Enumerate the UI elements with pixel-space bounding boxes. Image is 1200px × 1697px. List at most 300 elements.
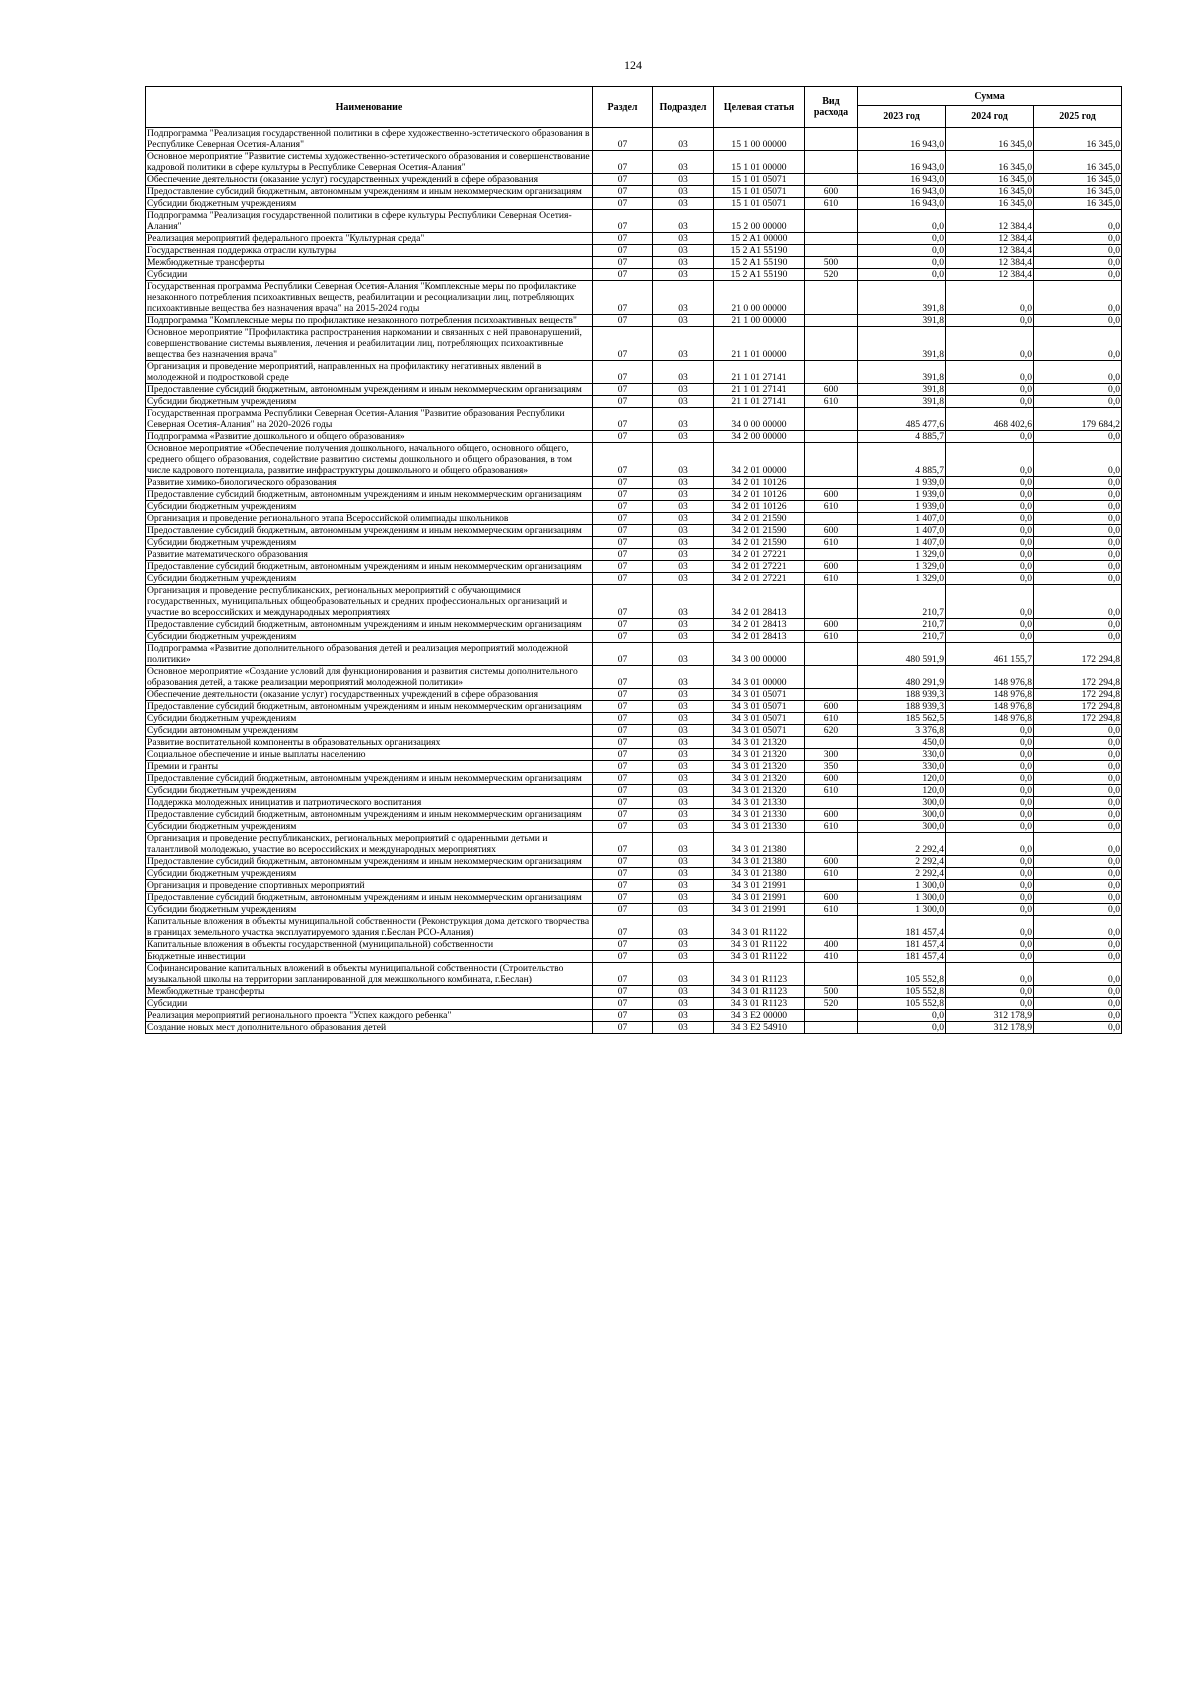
row-amount-2025: 0,0 xyxy=(1034,749,1122,761)
row-subsection: 03 xyxy=(653,749,714,761)
table-row xyxy=(146,916,1122,939)
row-amount-2023: 210,7 xyxy=(858,619,946,631)
row-section: 07 xyxy=(593,773,653,785)
row-subsection: 03 xyxy=(653,327,714,361)
row-amount-2025: 0,0 xyxy=(1034,1010,1122,1022)
row-name: Субсидии автономным учреждениям xyxy=(146,725,593,737)
row-amount-2024: 0,0 xyxy=(946,501,1034,513)
table-row xyxy=(146,384,1122,396)
row-name: Предоставление субсидий бюджетным, автономным учреждениям и иным некоммерческим организациям xyxy=(146,186,593,198)
row-target-article: 15 1 00 00000 xyxy=(714,128,805,151)
row-expense-type xyxy=(805,408,858,431)
table-row xyxy=(146,1022,1122,1034)
row-amount-2025: 0,0 xyxy=(1034,737,1122,749)
row-amount-2024: 461 155,7 xyxy=(946,643,1034,666)
row-name: Субсидии бюджетным учреждениям xyxy=(146,501,593,513)
row-target-article: 34 2 00 00000 xyxy=(714,431,805,443)
row-amount-2024: 0,0 xyxy=(946,856,1034,868)
row-amount-2025: 0,0 xyxy=(1034,233,1122,245)
row-expense-type xyxy=(805,833,858,856)
row-amount-2025: 0,0 xyxy=(1034,951,1122,963)
row-expense-type xyxy=(805,327,858,361)
row-subsection: 03 xyxy=(653,1022,714,1034)
row-subsection: 03 xyxy=(653,443,714,477)
row-amount-2023: 185 562,5 xyxy=(858,713,946,725)
row-name: Предоставление субсидий бюджетным, автономным учреждениям и иным некоммерческим организациям xyxy=(146,619,593,631)
row-subsection: 03 xyxy=(653,257,714,269)
row-subsection: 03 xyxy=(653,880,714,892)
row-subsection: 03 xyxy=(653,998,714,1010)
row-amount-2023: 0,0 xyxy=(858,257,946,269)
row-expense-type: 600 xyxy=(805,701,858,713)
row-amount-2023: 0,0 xyxy=(858,210,946,233)
row-section: 07 xyxy=(593,315,653,327)
row-target-article: 15 1 01 05071 xyxy=(714,174,805,186)
row-target-article: 34 3 01 21380 xyxy=(714,833,805,856)
row-section: 07 xyxy=(593,174,653,186)
row-amount-2023: 1 407,0 xyxy=(858,537,946,549)
table-row xyxy=(146,233,1122,245)
row-amount-2023: 2 292,4 xyxy=(858,856,946,868)
row-section: 07 xyxy=(593,1010,653,1022)
row-subsection: 03 xyxy=(653,833,714,856)
row-amount-2025: 0,0 xyxy=(1034,396,1122,408)
table-row xyxy=(146,537,1122,549)
row-subsection: 03 xyxy=(653,666,714,689)
row-amount-2024: 0,0 xyxy=(946,561,1034,573)
table-row xyxy=(146,281,1122,315)
row-amount-2024: 0,0 xyxy=(946,525,1034,537)
row-target-article: 34 2 01 00000 xyxy=(714,443,805,477)
row-expense-type: 610 xyxy=(805,821,858,833)
row-subsection: 03 xyxy=(653,489,714,501)
row-section: 07 xyxy=(593,785,653,797)
row-section: 07 xyxy=(593,833,653,856)
row-name: Субсидии бюджетным учреждениям xyxy=(146,396,593,408)
table-row xyxy=(146,245,1122,257)
row-name: Бюджетные инвестиции xyxy=(146,951,593,963)
row-subsection: 03 xyxy=(653,501,714,513)
row-expense-type xyxy=(805,431,858,443)
row-target-article: 34 3 01 21320 xyxy=(714,761,805,773)
row-amount-2023: 330,0 xyxy=(858,749,946,761)
row-target-article: 34 3 01 05071 xyxy=(714,689,805,701)
table-row xyxy=(146,725,1122,737)
row-subsection: 03 xyxy=(653,773,714,785)
row-name: Государственная поддержка отрасли культуры xyxy=(146,245,593,257)
row-name: Межбюджетные трансферты xyxy=(146,986,593,998)
row-expense-type: 610 xyxy=(805,537,858,549)
row-section: 07 xyxy=(593,561,653,573)
row-amount-2023: 300,0 xyxy=(858,809,946,821)
row-subsection: 03 xyxy=(653,986,714,998)
row-section: 07 xyxy=(593,361,653,384)
row-subsection: 03 xyxy=(653,939,714,951)
row-amount-2025: 0,0 xyxy=(1034,443,1122,477)
row-name: Государственная программа Республики Северная Осетия-Алания "Комплексные меры по профилактике незаконного потребления психоактивных веществ, реабилитации и ресоциализации лиц, потребляющих психоактивные вещества без назначения врача" на 2015-2024 годы xyxy=(146,281,593,315)
row-amount-2024: 0,0 xyxy=(946,761,1034,773)
row-subsection: 03 xyxy=(653,269,714,281)
row-subsection: 03 xyxy=(653,809,714,821)
table-row xyxy=(146,327,1122,361)
table-row xyxy=(146,128,1122,151)
table-row xyxy=(146,631,1122,643)
row-subsection: 03 xyxy=(653,245,714,257)
row-name: Предоставление субсидий бюджетным, автономным учреждениям и иным некоммерческим организациям xyxy=(146,701,593,713)
row-target-article: 15 2 A1 55190 xyxy=(714,257,805,269)
row-target-article: 34 3 01 R1122 xyxy=(714,951,805,963)
row-target-article: 34 2 01 27221 xyxy=(714,573,805,585)
row-target-article: 34 3 E2 00000 xyxy=(714,1010,805,1022)
row-name: Субсидии бюджетным учреждениям xyxy=(146,573,593,585)
table-row xyxy=(146,431,1122,443)
row-amount-2024: 0,0 xyxy=(946,443,1034,477)
row-amount-2023: 210,7 xyxy=(858,631,946,643)
row-amount-2024: 0,0 xyxy=(946,773,1034,785)
row-amount-2025: 0,0 xyxy=(1034,797,1122,809)
row-amount-2025: 0,0 xyxy=(1034,361,1122,384)
row-name: Создание новых мест дополнительного образования детей xyxy=(146,1022,593,1034)
table-row xyxy=(146,408,1122,431)
row-name: Развитие математического образования xyxy=(146,549,593,561)
row-target-article: 21 0 00 00000 xyxy=(714,281,805,315)
row-name: Реализация мероприятий федерального проекта "Культурная среда" xyxy=(146,233,593,245)
row-amount-2024: 0,0 xyxy=(946,737,1034,749)
row-section: 07 xyxy=(593,431,653,443)
row-amount-2024: 0,0 xyxy=(946,489,1034,501)
row-amount-2024: 0,0 xyxy=(946,361,1034,384)
row-target-article: 34 2 01 28413 xyxy=(714,619,805,631)
header-target-article: Целевая статья xyxy=(714,87,805,128)
row-expense-type: 410 xyxy=(805,951,858,963)
row-amount-2025: 0,0 xyxy=(1034,573,1122,585)
row-amount-2024: 0,0 xyxy=(946,431,1034,443)
row-section: 07 xyxy=(593,904,653,916)
row-expense-type xyxy=(805,361,858,384)
row-section: 07 xyxy=(593,245,653,257)
table-row xyxy=(146,361,1122,384)
row-expense-type xyxy=(805,128,858,151)
row-amount-2023: 181 457,4 xyxy=(858,916,946,939)
row-amount-2025: 0,0 xyxy=(1034,785,1122,797)
row-expense-type xyxy=(805,797,858,809)
row-section: 07 xyxy=(593,986,653,998)
row-amount-2025: 0,0 xyxy=(1034,939,1122,951)
row-amount-2024: 0,0 xyxy=(946,725,1034,737)
table-row xyxy=(146,186,1122,198)
row-subsection: 03 xyxy=(653,1010,714,1022)
row-amount-2025: 16 345,0 xyxy=(1034,198,1122,210)
row-amount-2024: 312 178,9 xyxy=(946,1022,1034,1034)
row-amount-2024: 16 345,0 xyxy=(946,174,1034,186)
row-amount-2024: 0,0 xyxy=(946,986,1034,998)
table-row xyxy=(146,821,1122,833)
row-amount-2024: 0,0 xyxy=(946,951,1034,963)
table-row xyxy=(146,701,1122,713)
row-subsection: 03 xyxy=(653,868,714,880)
table-row xyxy=(146,396,1122,408)
row-name: Субсидии бюджетным учреждениям xyxy=(146,713,593,725)
row-amount-2023: 120,0 xyxy=(858,785,946,797)
row-section: 07 xyxy=(593,186,653,198)
row-name: Реализация мероприятий регионального проекта "Успех каждого ребенка" xyxy=(146,1010,593,1022)
row-amount-2024: 0,0 xyxy=(946,396,1034,408)
header-sum: Сумма xyxy=(858,87,1122,106)
row-section: 07 xyxy=(593,396,653,408)
row-name: Развитие воспитательной компоненты в образовательных организациях xyxy=(146,737,593,749)
row-name: Субсидии бюджетным учреждениям xyxy=(146,198,593,210)
row-amount-2024: 12 384,4 xyxy=(946,245,1034,257)
row-expense-type: 610 xyxy=(805,501,858,513)
row-expense-type xyxy=(805,963,858,986)
row-amount-2024: 12 384,4 xyxy=(946,210,1034,233)
row-subsection: 03 xyxy=(653,701,714,713)
table-row xyxy=(146,561,1122,573)
row-subsection: 03 xyxy=(653,856,714,868)
row-amount-2024: 0,0 xyxy=(946,281,1034,315)
row-expense-type xyxy=(805,174,858,186)
row-target-article: 34 3 E2 54910 xyxy=(714,1022,805,1034)
row-subsection: 03 xyxy=(653,643,714,666)
row-section: 07 xyxy=(593,963,653,986)
row-expense-type: 600 xyxy=(805,186,858,198)
row-name: Подпрограмма "Комплексные меры по профилактике незаконного потребления психоактивных веществ" xyxy=(146,315,593,327)
row-subsection: 03 xyxy=(653,619,714,631)
row-subsection: 03 xyxy=(653,561,714,573)
row-section: 07 xyxy=(593,892,653,904)
row-amount-2025: 0,0 xyxy=(1034,210,1122,233)
row-amount-2024: 0,0 xyxy=(946,904,1034,916)
row-amount-2024: 16 345,0 xyxy=(946,128,1034,151)
row-name: Обеспечение деятельности (оказание услуг) государственных учреждений в сфере образования xyxy=(146,174,593,186)
row-target-article: 15 2 A1 55190 xyxy=(714,245,805,257)
table-header xyxy=(146,87,1122,128)
row-section: 07 xyxy=(593,856,653,868)
row-amount-2025: 0,0 xyxy=(1034,431,1122,443)
row-name: Государственная программа Республики Северная Осетия-Алания "Развитие образования Республики Северная Осетия-Алания" на 2020-2026 годы xyxy=(146,408,593,431)
row-amount-2024: 148 976,8 xyxy=(946,701,1034,713)
row-amount-2025: 0,0 xyxy=(1034,327,1122,361)
table-row xyxy=(146,477,1122,489)
row-section: 07 xyxy=(593,951,653,963)
table-row xyxy=(146,573,1122,585)
row-subsection: 03 xyxy=(653,431,714,443)
row-expense-type: 610 xyxy=(805,868,858,880)
row-section: 07 xyxy=(593,689,653,701)
row-amount-2023: 391,8 xyxy=(858,281,946,315)
table-row xyxy=(146,963,1122,986)
table-row xyxy=(146,761,1122,773)
table-row xyxy=(146,785,1122,797)
row-amount-2025: 0,0 xyxy=(1034,856,1122,868)
row-target-article: 15 1 01 00000 xyxy=(714,151,805,174)
row-expense-type xyxy=(805,443,858,477)
row-expense-type: 610 xyxy=(805,198,858,210)
row-section: 07 xyxy=(593,327,653,361)
row-amount-2024: 0,0 xyxy=(946,892,1034,904)
row-name: Обеспечение деятельности (оказание услуг) государственных учреждений в сфере образования xyxy=(146,689,593,701)
row-target-article: 34 2 01 21590 xyxy=(714,525,805,537)
table-row xyxy=(146,257,1122,269)
row-target-article: 34 3 01 R1122 xyxy=(714,916,805,939)
row-amount-2024: 0,0 xyxy=(946,749,1034,761)
row-expense-type xyxy=(805,245,858,257)
row-target-article: 34 3 01 21320 xyxy=(714,785,805,797)
row-amount-2024: 0,0 xyxy=(946,833,1034,856)
row-subsection: 03 xyxy=(653,725,714,737)
row-section: 07 xyxy=(593,443,653,477)
row-amount-2024: 0,0 xyxy=(946,916,1034,939)
row-name: Организация и проведение регионального этапа Всероссийской олимпиады школьников xyxy=(146,513,593,525)
row-target-article: 34 3 01 R1123 xyxy=(714,998,805,1010)
row-amount-2025: 0,0 xyxy=(1034,525,1122,537)
row-amount-2025: 172 294,8 xyxy=(1034,666,1122,689)
row-subsection: 03 xyxy=(653,585,714,619)
table-row xyxy=(146,489,1122,501)
row-amount-2025: 0,0 xyxy=(1034,585,1122,619)
row-section: 07 xyxy=(593,1022,653,1034)
table-row xyxy=(146,198,1122,210)
table-row xyxy=(146,585,1122,619)
row-amount-2023: 391,8 xyxy=(858,361,946,384)
row-subsection: 03 xyxy=(653,198,714,210)
row-expense-type: 500 xyxy=(805,986,858,998)
row-subsection: 03 xyxy=(653,281,714,315)
row-amount-2023: 1 300,0 xyxy=(858,892,946,904)
row-expense-type xyxy=(805,513,858,525)
budget-table xyxy=(145,86,1122,1034)
row-expense-type: 620 xyxy=(805,725,858,737)
row-section: 07 xyxy=(593,666,653,689)
row-amount-2024: 0,0 xyxy=(946,631,1034,643)
table-row xyxy=(146,773,1122,785)
table-row xyxy=(146,643,1122,666)
row-subsection: 03 xyxy=(653,361,714,384)
row-name: Предоставление субсидий бюджетным, автономным учреждениям и иным некоммерческим организациям xyxy=(146,489,593,501)
row-name: Субсидии бюджетным учреждениям xyxy=(146,904,593,916)
row-expense-type: 600 xyxy=(805,856,858,868)
row-section: 07 xyxy=(593,549,653,561)
row-subsection: 03 xyxy=(653,904,714,916)
row-expense-type xyxy=(805,880,858,892)
row-amount-2024: 0,0 xyxy=(946,809,1034,821)
table-row xyxy=(146,904,1122,916)
row-amount-2025: 16 345,0 xyxy=(1034,186,1122,198)
table-row xyxy=(146,833,1122,856)
row-amount-2023: 4 885,7 xyxy=(858,431,946,443)
row-amount-2023: 1 939,0 xyxy=(858,501,946,513)
row-amount-2025: 0,0 xyxy=(1034,809,1122,821)
row-target-article: 21 1 01 27141 xyxy=(714,384,805,396)
row-name: Основное мероприятие "Развитие системы художественно-эстетического образования и совершенствование кадровой политики в сфере культуры в Республике Северная Осетия-Алания" xyxy=(146,151,593,174)
row-target-article: 21 1 01 27141 xyxy=(714,361,805,384)
row-amount-2024: 148 976,8 xyxy=(946,689,1034,701)
row-name: Предоставление субсидий бюджетным, автономным учреждениям и иным некоммерческим организациям xyxy=(146,856,593,868)
row-section: 07 xyxy=(593,269,653,281)
row-amount-2023: 120,0 xyxy=(858,773,946,785)
table-row xyxy=(146,210,1122,233)
row-amount-2024: 0,0 xyxy=(946,315,1034,327)
table-row xyxy=(146,501,1122,513)
row-amount-2023: 2 292,4 xyxy=(858,833,946,856)
row-section: 07 xyxy=(593,868,653,880)
row-amount-2025: 0,0 xyxy=(1034,619,1122,631)
row-subsection: 03 xyxy=(653,737,714,749)
row-amount-2025: 16 345,0 xyxy=(1034,174,1122,186)
row-target-article: 34 3 01 21991 xyxy=(714,880,805,892)
row-expense-type xyxy=(805,151,858,174)
row-section: 07 xyxy=(593,384,653,396)
row-amount-2024: 12 384,4 xyxy=(946,233,1034,245)
row-amount-2025: 0,0 xyxy=(1034,513,1122,525)
row-amount-2024: 0,0 xyxy=(946,797,1034,809)
row-section: 07 xyxy=(593,797,653,809)
row-subsection: 03 xyxy=(653,951,714,963)
table-row xyxy=(146,939,1122,951)
table-row xyxy=(146,809,1122,821)
row-target-article: 34 3 01 21330 xyxy=(714,821,805,833)
row-amount-2023: 16 943,0 xyxy=(858,198,946,210)
row-subsection: 03 xyxy=(653,785,714,797)
header-year-2025: 2025 год xyxy=(1034,106,1122,128)
row-amount-2023: 210,7 xyxy=(858,585,946,619)
row-amount-2023: 2 292,4 xyxy=(858,868,946,880)
row-expense-type: 520 xyxy=(805,269,858,281)
row-expense-type: 520 xyxy=(805,998,858,1010)
table-row xyxy=(146,856,1122,868)
row-expense-type xyxy=(805,1010,858,1022)
row-section: 07 xyxy=(593,998,653,1010)
row-section: 07 xyxy=(593,573,653,585)
row-name: Предоставление субсидий бюджетным, автономным учреждениям и иным некоммерческим организациям xyxy=(146,561,593,573)
row-expense-type xyxy=(805,585,858,619)
table-row xyxy=(146,868,1122,880)
row-amount-2023: 480 591,9 xyxy=(858,643,946,666)
table-row xyxy=(146,749,1122,761)
row-section: 07 xyxy=(593,821,653,833)
row-subsection: 03 xyxy=(653,315,714,327)
table-row xyxy=(146,549,1122,561)
row-amount-2023: 1 300,0 xyxy=(858,880,946,892)
row-amount-2025: 0,0 xyxy=(1034,501,1122,513)
row-expense-type: 300 xyxy=(805,749,858,761)
row-target-article: 34 3 01 21380 xyxy=(714,856,805,868)
row-expense-type xyxy=(805,281,858,315)
row-section: 07 xyxy=(593,585,653,619)
header-section: Раздел xyxy=(593,87,653,128)
row-name: Организация и проведение республиканских, региональных мероприятий с одаренными детьми и талантливой молодежью, участие во всероссийских и международных мероприятиях xyxy=(146,833,593,856)
row-name: Софинансирование капитальных вложений в объекты муниципальной собственности (Строительство музыкальной школы на территории запланированной для межшкольного комбината, г.Беслан) xyxy=(146,963,593,986)
row-expense-type: 600 xyxy=(805,525,858,537)
row-target-article: 34 3 01 05071 xyxy=(714,701,805,713)
row-amount-2023: 0,0 xyxy=(858,245,946,257)
table-row xyxy=(146,986,1122,998)
row-expense-type xyxy=(805,916,858,939)
row-expense-type: 610 xyxy=(805,785,858,797)
row-name: Субсидии бюджетным учреждениям xyxy=(146,631,593,643)
row-amount-2025: 0,0 xyxy=(1034,315,1122,327)
row-target-article: 34 2 01 10126 xyxy=(714,477,805,489)
row-amount-2024: 468 402,6 xyxy=(946,408,1034,431)
row-expense-type xyxy=(805,666,858,689)
row-expense-type: 350 xyxy=(805,761,858,773)
row-expense-type xyxy=(805,737,858,749)
row-amount-2024: 0,0 xyxy=(946,821,1034,833)
row-amount-2025: 0,0 xyxy=(1034,868,1122,880)
row-target-article: 34 3 01 21330 xyxy=(714,809,805,821)
row-expense-type: 600 xyxy=(805,892,858,904)
row-amount-2024: 0,0 xyxy=(946,513,1034,525)
